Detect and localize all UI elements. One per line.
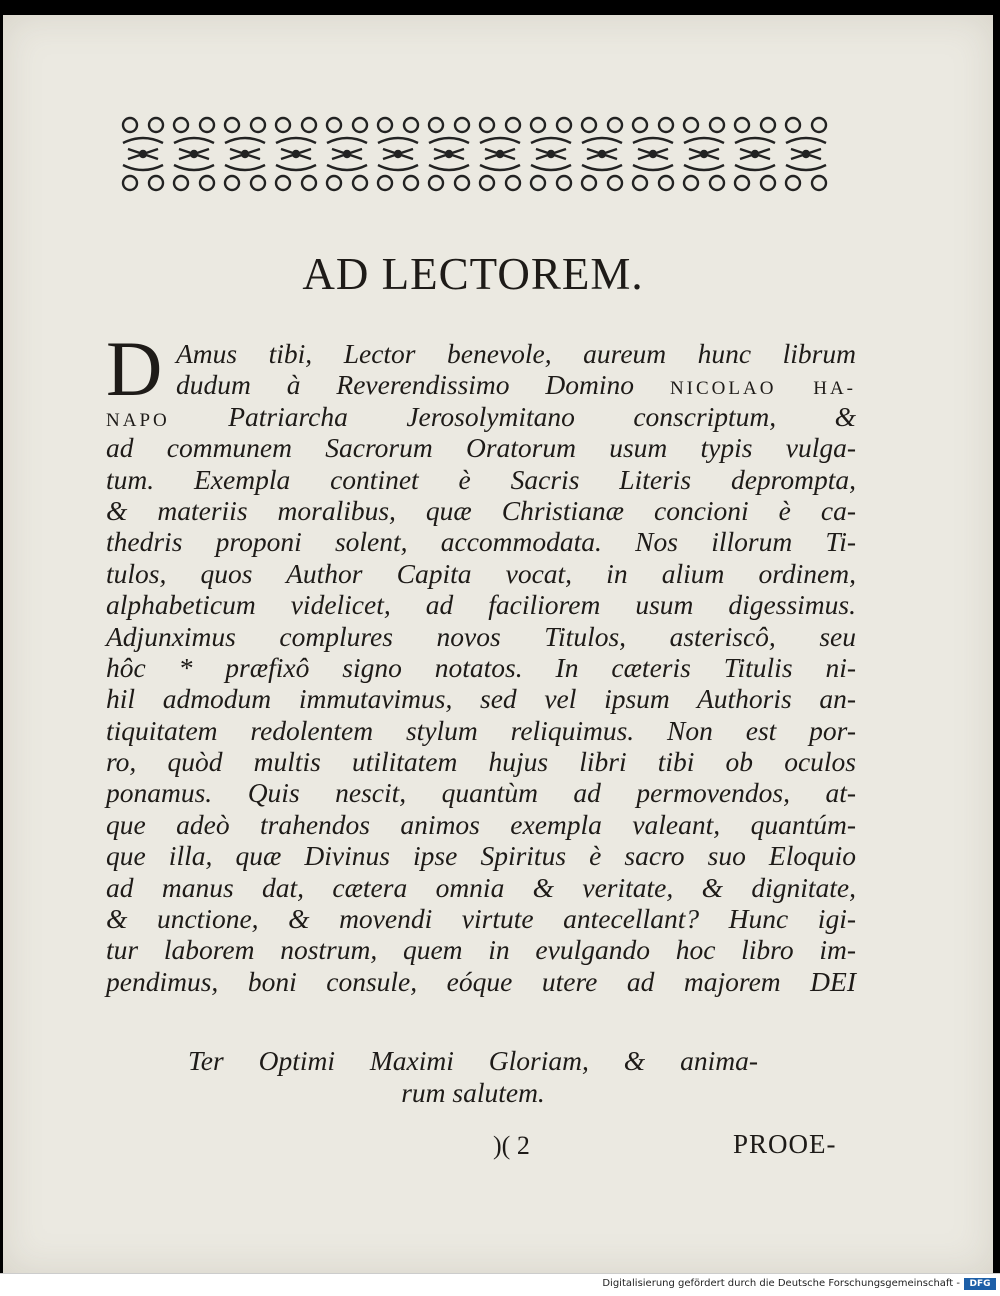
text-line: alphabeticum videlicet, ad faciliorem usum digessimus. bbox=[106, 589, 856, 621]
text-line: tum. Exempla continet è Sacris Literis deprompta, bbox=[106, 463, 856, 495]
text-line: Amus tibi, Lector benevole, aureum hunc librum bbox=[176, 338, 856, 369]
text-line: tiquitatem redolentem stylum reliquimus. Non est por- bbox=[106, 714, 856, 746]
book-page bbox=[3, 15, 993, 1273]
decorative-ornament-band bbox=[118, 113, 833, 195]
signature-mark: )( 2 bbox=[493, 1131, 530, 1160]
author-name: NICOLAO HA- bbox=[669, 378, 856, 400]
text-line: dudum à Reverendissimo Domino NICOLAO HA- bbox=[176, 369, 856, 401]
catchword: PROOE- bbox=[733, 1129, 837, 1159]
text-line: & materiis moralibus, quæ Christianæ concioni è ca- bbox=[106, 494, 856, 526]
text-line: ro, quòd multis utilitatem hujus libri tibi ob oculos bbox=[106, 746, 856, 778]
text-line: ad communem Sacrorum Oratorum usum typis vulga- bbox=[106, 432, 856, 464]
dfg-logo: DFG bbox=[964, 1278, 996, 1290]
text-line: tur laborem nostrum, quem in evulgando hoc libro im- bbox=[106, 934, 856, 966]
text-line: que illa, quæ Divinus ipse Spiritus è sacro suo Eloquio bbox=[106, 840, 856, 872]
text-line: que adeò trahendos animos exempla valeant, quantúm- bbox=[106, 808, 856, 840]
text-line: hôc * præfixô signo notatos. In cæteris Titulis ni- bbox=[106, 651, 856, 683]
text-line: hil admodum immutavimus, sed vel ipsum Authoris an- bbox=[106, 683, 856, 715]
text-line: Adjunximus complures novos Titulos, asteriscô, seu bbox=[106, 620, 856, 652]
text-line: NAPO Patriarcha Jerosolymitano conscriptum, & bbox=[106, 400, 857, 432]
text-line: ponamus. Quis nescit, quantùm ad permovendos, at- bbox=[106, 777, 856, 809]
footer-credit: Digitalisierung gefördert durch die Deutsche Forschungsgemeinschaft - bbox=[602, 1278, 960, 1289]
main-text bbox=[106, 325, 857, 997]
page-title: AD LECTOREM. bbox=[302, 249, 644, 299]
closing-line: rum salutem. bbox=[401, 1077, 545, 1108]
text-line: ad manus dat, cætera omnia & veritate, & dignitate, bbox=[106, 871, 856, 903]
closing-line: Ter Optimi Maximi Gloriam, & anima- bbox=[188, 1045, 758, 1076]
text-line: tulos, quos Author Capita vocat, in alium ordinem, bbox=[106, 557, 856, 589]
footer-bar bbox=[0, 1273, 1000, 1296]
text-line: pendimus, boni consule, eóque utere ad majorem DEI bbox=[106, 965, 856, 997]
text-line: & unctione, & movendi virtute antecellant? Hunc igi- bbox=[106, 903, 856, 935]
drop-cap: D bbox=[106, 325, 163, 412]
text-line: thedris proponi solent, accommodata. Nos illorum Ti- bbox=[106, 526, 856, 558]
